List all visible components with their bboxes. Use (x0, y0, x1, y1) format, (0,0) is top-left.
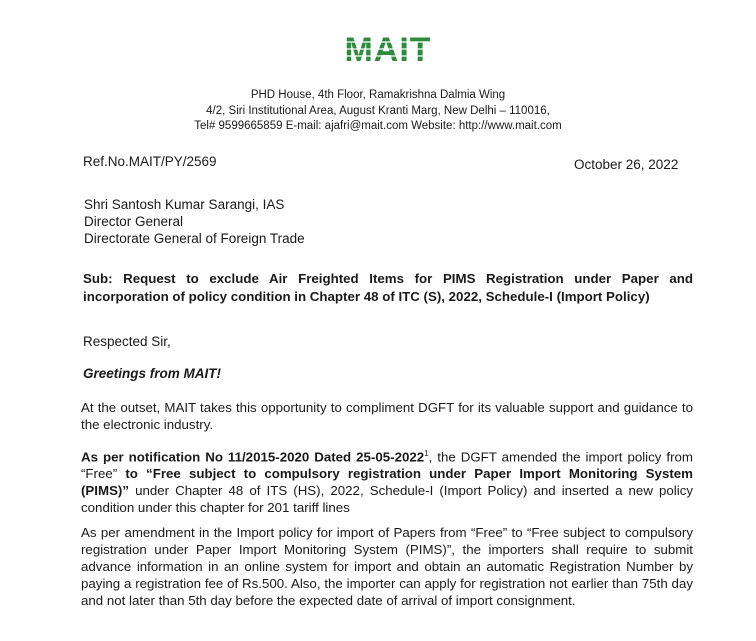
paragraph-notification (81, 445, 693, 516)
svg-text:MAIT: MAIT (344, 31, 432, 68)
salutation: Respected Sir, (83, 334, 171, 349)
mait-logo (340, 30, 436, 68)
paragraph-text: under Chapter 48 of ITS (HS), 2022, Schedule-I (Import Policy) and inserted a new policy condition under this chapter for 201 tariff lines (81, 483, 693, 516)
reference-number: Ref.No.MAIT/PY/2569 (83, 154, 217, 169)
letter-date: October 26, 2022 (574, 157, 679, 172)
footnote-marker: 1 (424, 449, 429, 458)
subject-line: Sub: Request to exclude Air Freighted Items for PIMS Registration under Paper and incorporation of policy condition in Chapter 48 of ITC (S), 2022, Schedule-I (Import Policy) (83, 271, 693, 304)
addressee-org: Directorate General of Foreign Trade (84, 231, 305, 246)
notification-reference: As per notification No 11/2015-2020 Dated 25-05-2022 (81, 449, 425, 465)
greeting: Greetings from MAIT! (83, 366, 222, 381)
mait-logo-icon (340, 30, 436, 68)
contact-line: Tel# 9599665859 E-mail: ajafri@mait.com Website: http://www.mait.com (194, 120, 562, 132)
paragraph-amendment: As per amendment in the Import policy for import of Papers from “Free” to “Free subject to compulsory registration under Paper Import Monitoring System (PIMS)”, the importers shall require to submit advance information in an online system for import and obtain an automatic Registration Number by paying a registration fee of Rs.500. Also, the importer can apply for registration not earlier than 75th day and not later than 5th day before the expected date of arrival of import consignment. (81, 525, 693, 608)
address-line-1: PHD House, 4th Floor, Ramakrishna Dalmia Wing (250, 89, 506, 101)
paragraph-text: , the DGFT amended the import policy from “Free” (81, 449, 693, 482)
addressee-block (84, 196, 305, 247)
address-line-2: 4/2, Siri Institutional Area, August Kranti Marg, New Delhi – 110016, (206, 105, 550, 117)
policy-change-text: to “Free subject to compulsory registration under Paper Import Monitoring System (PIMS)” (81, 466, 693, 499)
addressee-name: Shri Santosh Kumar Sarangi, IAS (84, 197, 285, 212)
addressee-title: Director General (84, 214, 184, 229)
paragraph-intro: At the outset, MAIT takes this opportunity to compliment DGFT for its valuable support and guidance to the electronic industry. (81, 400, 693, 432)
